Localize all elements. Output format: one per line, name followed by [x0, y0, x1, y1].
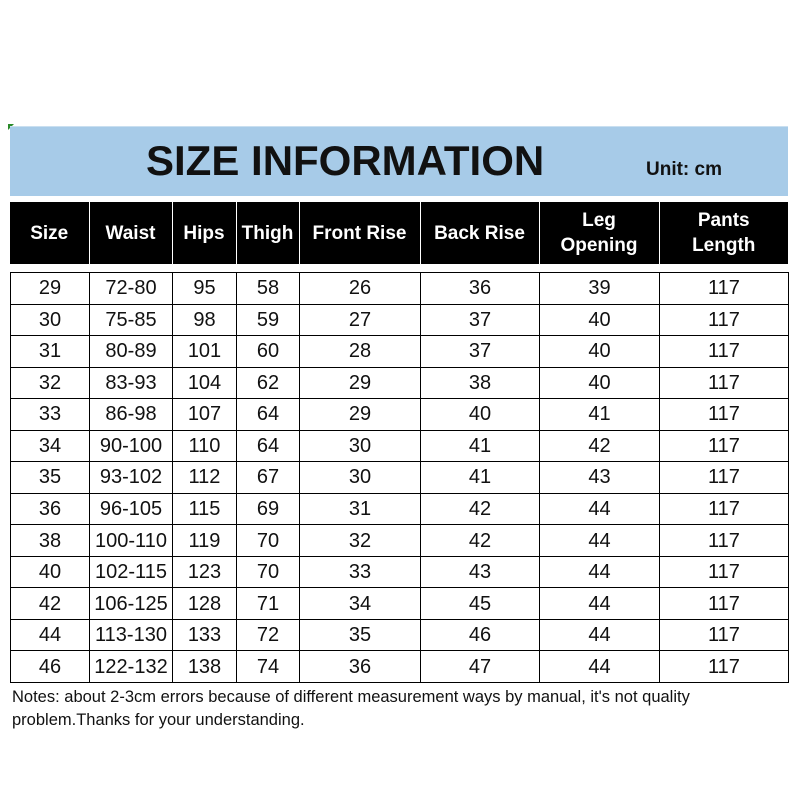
column-header-pants-length: Pants Length [659, 202, 788, 264]
table-cell: 37 [421, 304, 540, 336]
table-row [11, 462, 789, 494]
table-cell: 42 [11, 588, 90, 620]
table-cell: 42 [421, 493, 540, 525]
table-cell: 86-98 [90, 399, 173, 431]
table-cell: 43 [540, 462, 660, 494]
table-cell: 35 [300, 619, 421, 651]
table-cell: 33 [300, 556, 421, 588]
table-cell: 41 [540, 399, 660, 431]
table-cell: 42 [540, 430, 660, 462]
table-cell: 69 [237, 493, 300, 525]
table-cell: 107 [173, 399, 237, 431]
table-cell: 40 [540, 367, 660, 399]
table-cell: 128 [173, 588, 237, 620]
table-cell: 117 [660, 304, 789, 336]
table-cell: 47 [421, 651, 540, 683]
table-cell: 133 [173, 619, 237, 651]
column-header-leg-opening: Leg Opening [539, 202, 659, 264]
table-cell: 115 [173, 493, 237, 525]
table-cell: 58 [237, 273, 300, 305]
table-cell: 37 [421, 336, 540, 368]
table-cell: 45 [421, 588, 540, 620]
table-cell: 106-125 [90, 588, 173, 620]
table-cell: 29 [300, 399, 421, 431]
table-cell: 44 [11, 619, 90, 651]
table-cell: 117 [660, 651, 789, 683]
column-header-size: Size [30, 222, 69, 244]
table-cell: 117 [660, 399, 789, 431]
table-cell: 34 [300, 588, 421, 620]
table-cell: 98 [173, 304, 237, 336]
table-cell: 100-110 [90, 525, 173, 557]
table-cell: 42 [421, 525, 540, 557]
table-row [11, 399, 789, 431]
table-cell: 29 [300, 367, 421, 399]
table-cell: 67 [237, 462, 300, 494]
page-title: SIZE INFORMATION [146, 137, 545, 184]
table-cell: 101 [173, 336, 237, 368]
table-cell: 30 [300, 430, 421, 462]
column-header-thigh: Thigh [236, 202, 299, 264]
table-row [11, 651, 789, 683]
table-row [11, 493, 789, 525]
table-cell: 117 [660, 367, 789, 399]
table-cell: 117 [660, 430, 789, 462]
table-cell: 117 [660, 525, 789, 557]
table-cell: 40 [540, 336, 660, 368]
table-cell: 83-93 [90, 367, 173, 399]
table-cell: 93-102 [90, 462, 173, 494]
column-header-front-rise: Front Rise [299, 202, 420, 264]
table-row [11, 430, 789, 462]
table-cell: 44 [540, 556, 660, 588]
table-cell: 71 [237, 588, 300, 620]
notes-text: Notes: about 2-3cm errors because of different measurement ways by manual, it's not quality problem.Thanks for your understanding. [12, 688, 690, 729]
table-cell: 117 [660, 493, 789, 525]
table-cell: 70 [237, 525, 300, 557]
table-row [11, 525, 789, 557]
table-cell: 44 [540, 525, 660, 557]
table-cell: 122-132 [90, 651, 173, 683]
size-table-body [11, 273, 789, 683]
table-cell: 117 [660, 462, 789, 494]
column-header-back-rise: Back Rise [420, 202, 539, 264]
column-header-waist: Waist [89, 202, 172, 264]
table-cell: 110 [173, 430, 237, 462]
table-cell: 75-85 [90, 304, 173, 336]
table-cell: 62 [237, 367, 300, 399]
table-cell: 72-80 [90, 273, 173, 305]
table-row [11, 619, 789, 651]
size-table [10, 272, 789, 683]
table-cell: 117 [660, 273, 789, 305]
table-cell: 95 [173, 273, 237, 305]
table-cell: 32 [11, 367, 90, 399]
table-cell: 44 [540, 493, 660, 525]
table-row [11, 556, 789, 588]
table-row [11, 273, 789, 305]
table-cell: 64 [237, 430, 300, 462]
table-cell: 104 [173, 367, 237, 399]
table-cell: 40 [421, 399, 540, 431]
table-cell: 70 [237, 556, 300, 588]
table-cell: 31 [11, 336, 90, 368]
table-cell: 44 [540, 619, 660, 651]
table-cell: 64 [237, 399, 300, 431]
table-cell: 102-115 [90, 556, 173, 588]
table-row [11, 588, 789, 620]
table-cell: 117 [660, 619, 789, 651]
table-cell: 33 [11, 399, 90, 431]
table-cell: 117 [660, 336, 789, 368]
unit-label: Unit: cm [646, 159, 722, 180]
table-cell: 80-89 [90, 336, 173, 368]
table-cell: 43 [421, 556, 540, 588]
table-cell: 44 [540, 651, 660, 683]
table-row [11, 367, 789, 399]
table-cell: 119 [173, 525, 237, 557]
table-cell: 113-130 [90, 619, 173, 651]
table-cell: 30 [300, 462, 421, 494]
table-cell: 39 [540, 273, 660, 305]
table-cell: 28 [300, 336, 421, 368]
size-table-header [10, 202, 788, 264]
table-cell: 46 [11, 651, 90, 683]
table-cell: 44 [540, 588, 660, 620]
table-cell: 31 [300, 493, 421, 525]
table-cell: 72 [237, 619, 300, 651]
table-cell: 46 [421, 619, 540, 651]
table-cell: 36 [11, 493, 90, 525]
table-cell: 35 [11, 462, 90, 494]
table-cell: 34 [11, 430, 90, 462]
table-cell: 36 [300, 651, 421, 683]
table-cell: 41 [421, 462, 540, 494]
column-header-hips: Hips [172, 202, 236, 264]
table-cell: 112 [173, 462, 237, 494]
table-cell: 117 [660, 588, 789, 620]
table-cell: 123 [173, 556, 237, 588]
table-row [11, 304, 789, 336]
table-row [11, 336, 789, 368]
table-cell: 29 [11, 273, 90, 305]
table-cell: 74 [237, 651, 300, 683]
table-cell: 32 [300, 525, 421, 557]
table-cell: 30 [11, 304, 90, 336]
table-cell: 117 [660, 556, 789, 588]
table-cell: 40 [11, 556, 90, 588]
table-cell: 38 [421, 367, 540, 399]
table-cell: 138 [173, 651, 237, 683]
table-cell: 41 [421, 430, 540, 462]
table-cell: 60 [237, 336, 300, 368]
table-cell: 26 [300, 273, 421, 305]
table-cell: 59 [237, 304, 300, 336]
table-cell: 90-100 [90, 430, 173, 462]
table-cell: 96-105 [90, 493, 173, 525]
table-cell: 38 [11, 525, 90, 557]
table-cell: 36 [421, 273, 540, 305]
table-cell: 27 [300, 304, 421, 336]
table-cell: 40 [540, 304, 660, 336]
